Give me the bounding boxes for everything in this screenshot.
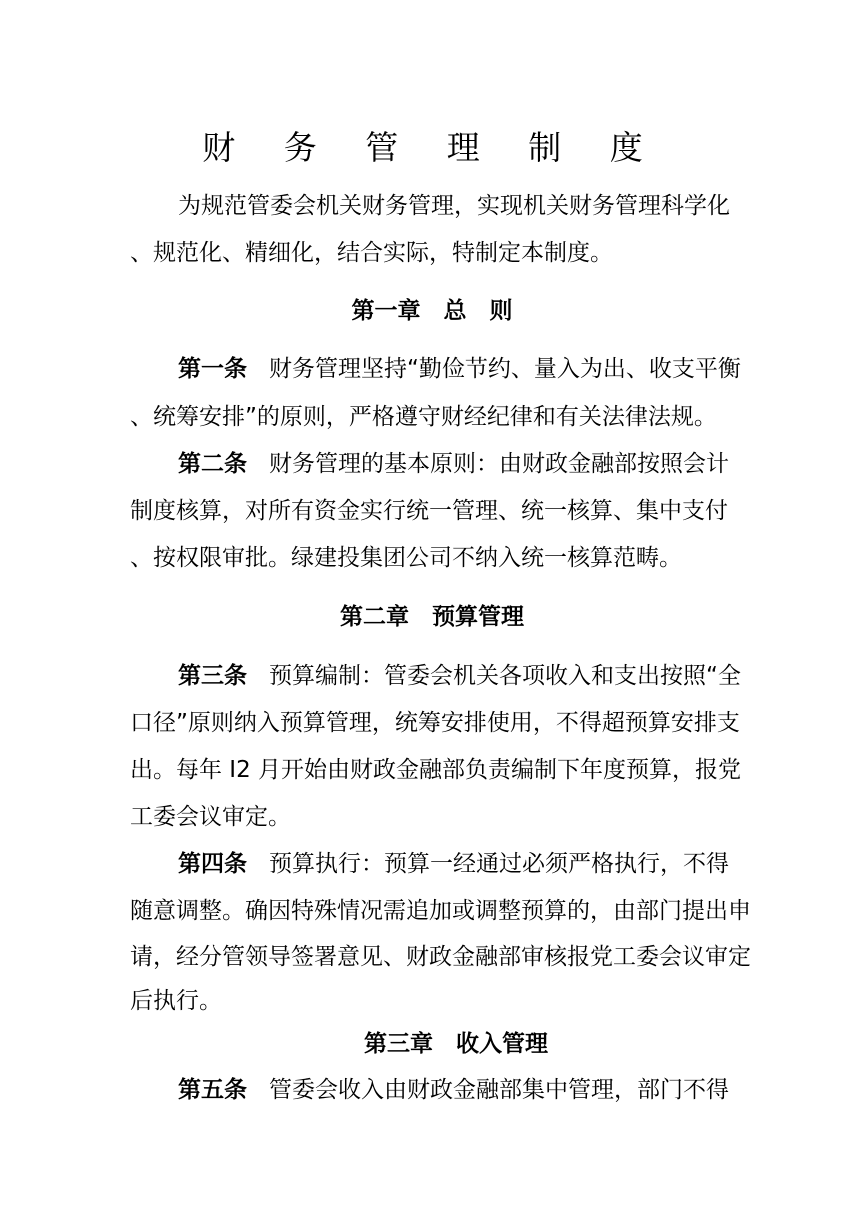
article-2-label: 第二条 bbox=[178, 451, 247, 477]
article-2-line-3: 、按权限审批。绿建投集团公司不纳入统一核算范畴。 bbox=[130, 545, 682, 571]
article-3-text-1: 预算编制：管委会机关各项收入和支出按照“全 bbox=[269, 663, 741, 689]
document-title: 财 务 管 理 制 度 bbox=[202, 128, 662, 167]
article-3-line-1 bbox=[178, 659, 741, 693]
article-2-line-1 bbox=[178, 447, 729, 481]
article-4-line-4: 后执行。 bbox=[130, 988, 222, 1014]
intro-line-2: 、规范化、精细化，结合实际，特制定本制度。 bbox=[130, 240, 613, 266]
article-5-label: 第五条 bbox=[178, 1077, 247, 1103]
intro-line-1: 为规范管委会机关财务管理，实现机关财务管理科学化 bbox=[178, 193, 730, 219]
article-4-label: 第四条 bbox=[178, 851, 247, 877]
article-1-label: 第一条 bbox=[178, 356, 247, 382]
article-1-line-2: 、统筹安排”的原则，严格遵守财经纪律和有关法律法规。 bbox=[130, 404, 717, 430]
article-4-line-3: 请，经分管领导签署意见、财政金融部审核报党工委会议审定 bbox=[130, 944, 751, 970]
chapter-1-heading: 第一章 总 则 bbox=[351, 298, 513, 324]
article-5-text-1: 管委会收入由财政金融部集中管理，部门不得 bbox=[269, 1077, 729, 1103]
article-3-line-4: 工委会议审定。 bbox=[130, 804, 291, 830]
article-5-line-1 bbox=[178, 1073, 729, 1107]
article-3-line-2: 口径”原则纳入预算管理，统筹安排使用，不得超预算安排支 bbox=[130, 710, 740, 736]
article-1-text-1: 财务管理坚持“勤俭节约、量入为出、收支平衡 bbox=[269, 356, 741, 382]
article-3-label: 第三条 bbox=[178, 663, 247, 689]
article-2-text-1: 财务管理的基本原则：由财政金融部按照会计 bbox=[269, 451, 729, 477]
chapter-3-heading: 第三章 收入管理 bbox=[364, 1031, 548, 1057]
article-1-line-1 bbox=[178, 352, 741, 386]
article-2-line-2: 制度核算，对所有资金实行统一管理、统一核算、集中支付 bbox=[130, 498, 728, 524]
chapter-2-heading: 第二章 预算管理 bbox=[340, 604, 524, 630]
article-4-line-1 bbox=[178, 847, 729, 881]
article-3-line-3: 出。每年 I2 月开始由财政金融部负责编制下年度预算，报党 bbox=[130, 757, 742, 783]
article-4-text-1: 预算执行：预算一经通过必须严格执行，不得 bbox=[269, 851, 729, 877]
article-4-line-2: 随意调整。确因特殊情况需追加或调整预算的，由部门提出申 bbox=[130, 898, 751, 924]
